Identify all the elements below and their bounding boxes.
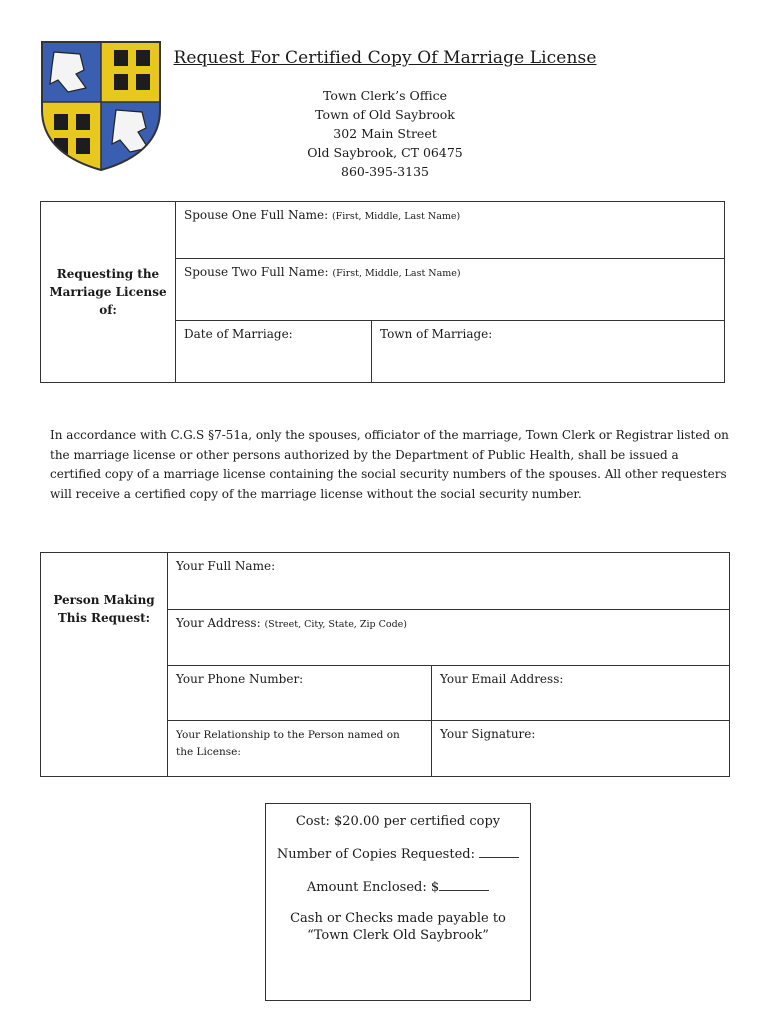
address-field[interactable] bbox=[168, 610, 730, 666]
office-phone: 860-395-3135 bbox=[341, 164, 429, 179]
phone-field[interactable] bbox=[168, 666, 432, 721]
relationship-label-line2: the License: bbox=[176, 746, 241, 758]
copies-requested bbox=[266, 845, 530, 862]
office-name: Town Clerk’s Office bbox=[322, 88, 447, 103]
requester-table bbox=[40, 552, 730, 777]
signature-field[interactable] bbox=[432, 721, 730, 777]
office-address bbox=[250, 86, 520, 181]
relationship-field[interactable] bbox=[168, 721, 432, 777]
town-crest-logo bbox=[40, 40, 162, 172]
city-state-zip: Old Saybrook, CT 06475 bbox=[307, 145, 463, 160]
spouse-two-field[interactable] bbox=[176, 259, 725, 321]
requester-side-label: Person Making This Request: bbox=[41, 553, 168, 777]
license-side-label: Requesting the Marriage License of: bbox=[41, 202, 176, 383]
spouse-two-hint: (First, Middle, Last Name) bbox=[332, 268, 461, 279]
cost-text: Cost: $20.00 per certified copy bbox=[295, 814, 501, 829]
page-title: Request For Certified Copy Of Marriage License bbox=[173, 48, 597, 68]
amount-blank[interactable] bbox=[439, 878, 489, 891]
street-address: 302 Main Street bbox=[333, 126, 437, 141]
full-name-label: Your Full Name: bbox=[176, 559, 276, 573]
spouse-two-label: Spouse Two Full Name: bbox=[184, 265, 329, 279]
date-of-marriage-field[interactable] bbox=[176, 321, 372, 383]
cost-box bbox=[265, 803, 531, 1001]
payable-line2: “Town Clerk Old Saybrook” bbox=[307, 928, 489, 943]
town-of-marriage-label: Town of Marriage: bbox=[380, 327, 493, 341]
date-of-marriage-label: Date of Marriage: bbox=[184, 327, 293, 341]
email-label: Your Email Address: bbox=[440, 672, 564, 686]
license-table bbox=[40, 201, 725, 383]
address-label: Your Address: bbox=[176, 616, 261, 630]
phone-label: Your Phone Number: bbox=[176, 672, 304, 686]
amount-enclosed bbox=[266, 878, 530, 895]
email-field[interactable] bbox=[432, 666, 730, 721]
town-of-marriage-field[interactable] bbox=[372, 321, 725, 383]
copies-label: Number of Copies Requested: bbox=[276, 847, 475, 862]
signature-label: Your Signature: bbox=[440, 727, 536, 741]
spouse-one-label: Spouse One Full Name: bbox=[184, 208, 329, 222]
spouse-one-field[interactable] bbox=[176, 202, 725, 259]
spouse-one-hint: (First, Middle, Last Name) bbox=[331, 211, 461, 222]
full-name-field[interactable] bbox=[168, 553, 730, 610]
copies-blank[interactable] bbox=[479, 845, 519, 858]
legal-notice: In accordance with C.G.S §7-51a, only the spouses, officiator of the marriage, Town Clerk or Registrar listed on the marriage license or other persons authorized by the Department of Public Health, shall be issued a certified copy of a marriage license containing the social security numbers of the spouses. All other requesters will receive a certified copy of the marriage license without the social security number. bbox=[50, 428, 729, 501]
amount-label: Amount Enclosed: $ bbox=[306, 880, 440, 895]
town-name: Town of Old Saybrook bbox=[315, 107, 455, 122]
relationship-label-line1: Your Relationship to the Person named on bbox=[176, 729, 400, 741]
payable-line1: Cash or Checks made payable to bbox=[290, 911, 506, 926]
address-hint: (Street, City, State, Zip Code) bbox=[264, 619, 407, 630]
